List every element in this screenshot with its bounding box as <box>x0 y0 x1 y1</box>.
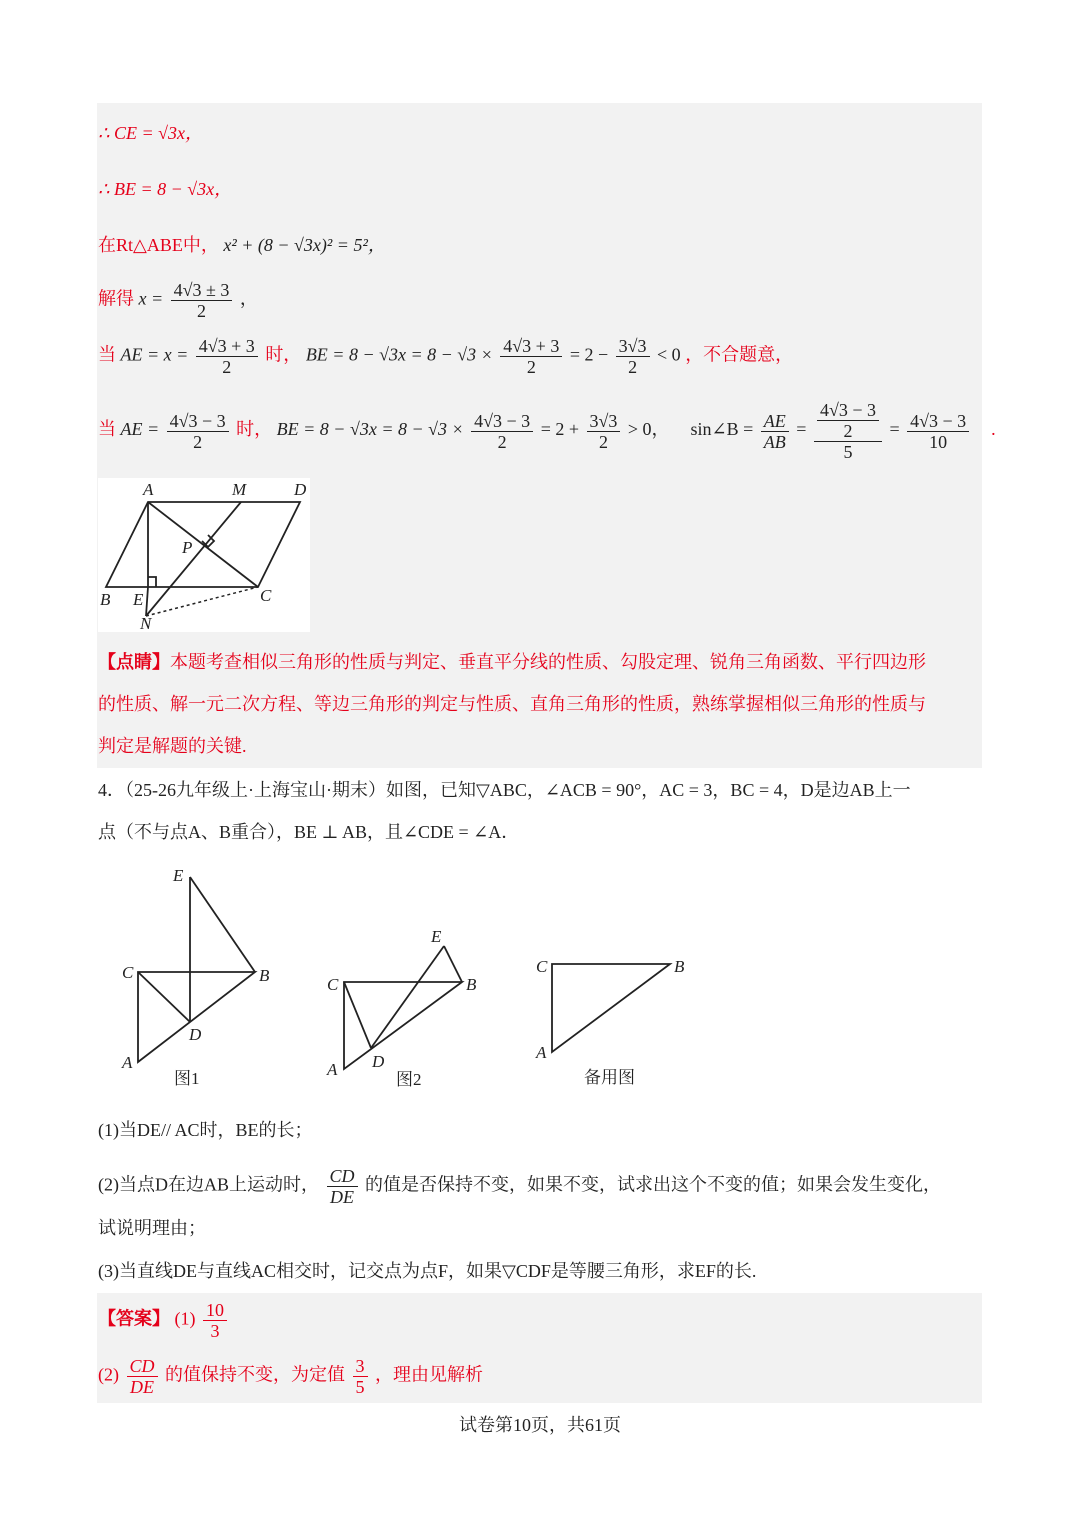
solution-line-4: 解得 x = $\frac{4√3 \pm 3}{2}$ ， <box>98 280 258 321</box>
fig2-label-a: A <box>327 1060 338 1079</box>
fig1-label-a: A <box>122 1053 133 1072</box>
question-2-line-2: 试说明理由； <box>98 1218 206 1238</box>
fig1-label-b: B <box>259 966 270 985</box>
label-a: A <box>143 480 154 499</box>
figure-2 <box>322 922 492 1092</box>
label-m: M <box>232 480 247 499</box>
fig2-caption: 图2 <box>396 1070 422 1089</box>
segment-ed <box>371 946 444 1048</box>
comment-line-2: 的性质、解一元二次方程、等边三角形的判定与性质、直角三角形的性质，熟练掌握相似三角形的性质与 <box>98 694 926 714</box>
comment-line-3: 判定是解题的关键. <box>98 736 247 756</box>
problem4-line-1: 4．（25-26九年级上·上海宝山·期末）如图，已知▽ABC，∠ACB = 90°，AC = 3，BC = 4，D是边AB上一 <box>98 780 911 800</box>
segment-cd <box>138 972 190 1022</box>
fig2-label-d: D <box>372 1052 385 1071</box>
page-footer: 试卷第10页，共61页 <box>459 1415 621 1435</box>
label-b: B <box>100 590 111 609</box>
solution-line-1: ∴ CE = √3x， <box>98 123 203 143</box>
solution-line-2: ∴ BE = 8 − √3x， <box>98 179 233 199</box>
fig3-label-b: B <box>674 957 685 976</box>
label-d: D <box>294 480 307 499</box>
fig2-label-e: E <box>431 927 442 946</box>
fig2-label-c: C <box>327 975 339 994</box>
segment-eb <box>190 877 255 972</box>
label-p: P <box>182 538 193 557</box>
fig1-label-e: E <box>173 866 184 885</box>
problem4-line-2: 点（不与点A、B重合），BE ⊥ AB，且∠CDE = ∠A． <box>98 822 520 842</box>
fig3-label-c: C <box>536 957 548 976</box>
solution-line-3: 在Rt△ABE中， x² + (8 − √3x)² = 5²， <box>98 235 386 255</box>
fig3-caption: 备用图 <box>584 1068 635 1087</box>
triangle-abc <box>552 964 670 1052</box>
label-e: E <box>133 590 144 609</box>
solution-line-6: 当 AE = $\frac{4√3 - 3}{2}$ 时， BE = 8 − √3x = 8 − √3 × $\frac{4√3 - 3}{2}$ = 2 + $\frac{3√3}{2}$ > 0， sin∠B = $\frac{AE}{AB}$ = $\frac{\frac{4√3 - 3}{2}}{5}$ = $\frac{4√3 - 3}{10}$ . <box>98 400 996 462</box>
solution-line-5: 当 AE = x = $\frac{4√3 + 3}{2}$ 时， BE = 8 − √3x = 8 − √3 × $\frac{4√3 + 3}{2}$ = 2 − $\frac{3√3}{2}$ < 0 ，不合题意， <box>98 336 794 377</box>
parallelogram-figure <box>98 478 310 632</box>
triangle-abc <box>138 972 255 1062</box>
figure-1 <box>115 862 285 1092</box>
fig1-label-d: D <box>189 1025 202 1044</box>
question-2: (2)当点D在边AB上运动时， $\frac{CD}{DE}$ 的值是否保持不变，如果不变，试求出这个不变的值；如果会发生变化， <box>98 1166 942 1207</box>
question-1: (1)当DE// AC时，BE的长； <box>98 1120 313 1140</box>
comment-line-1: 【点睛】本题考查相似三角形的性质与判定、垂直平分线的性质、勾股定理、锐角三角函数、平行四边形 <box>98 652 926 672</box>
label-n: N <box>140 614 152 632</box>
answer-line-2: (2) $\frac{CD}{DE}$ 的值保持不变，为定值 $\frac{3}{5}$ ，理由见解析 <box>98 1356 484 1397</box>
figure-spare <box>530 950 700 1092</box>
fig2-label-b: B <box>466 975 477 994</box>
fig3-label-a: A <box>536 1043 547 1062</box>
fig1-label-c: C <box>122 963 134 982</box>
question-3: (3)当直线DE与直线AC相交时，记交点为点F，如果▽CDF是等腰三角形，求EF的长. <box>98 1261 757 1281</box>
segment-cd <box>344 982 371 1048</box>
answer-line-1: 【答案】 (1) $\frac{10}{3}$ <box>98 1300 230 1341</box>
fig1-caption: 图1 <box>174 1069 200 1088</box>
segment-eb <box>444 946 462 982</box>
label-c: C <box>260 586 272 605</box>
